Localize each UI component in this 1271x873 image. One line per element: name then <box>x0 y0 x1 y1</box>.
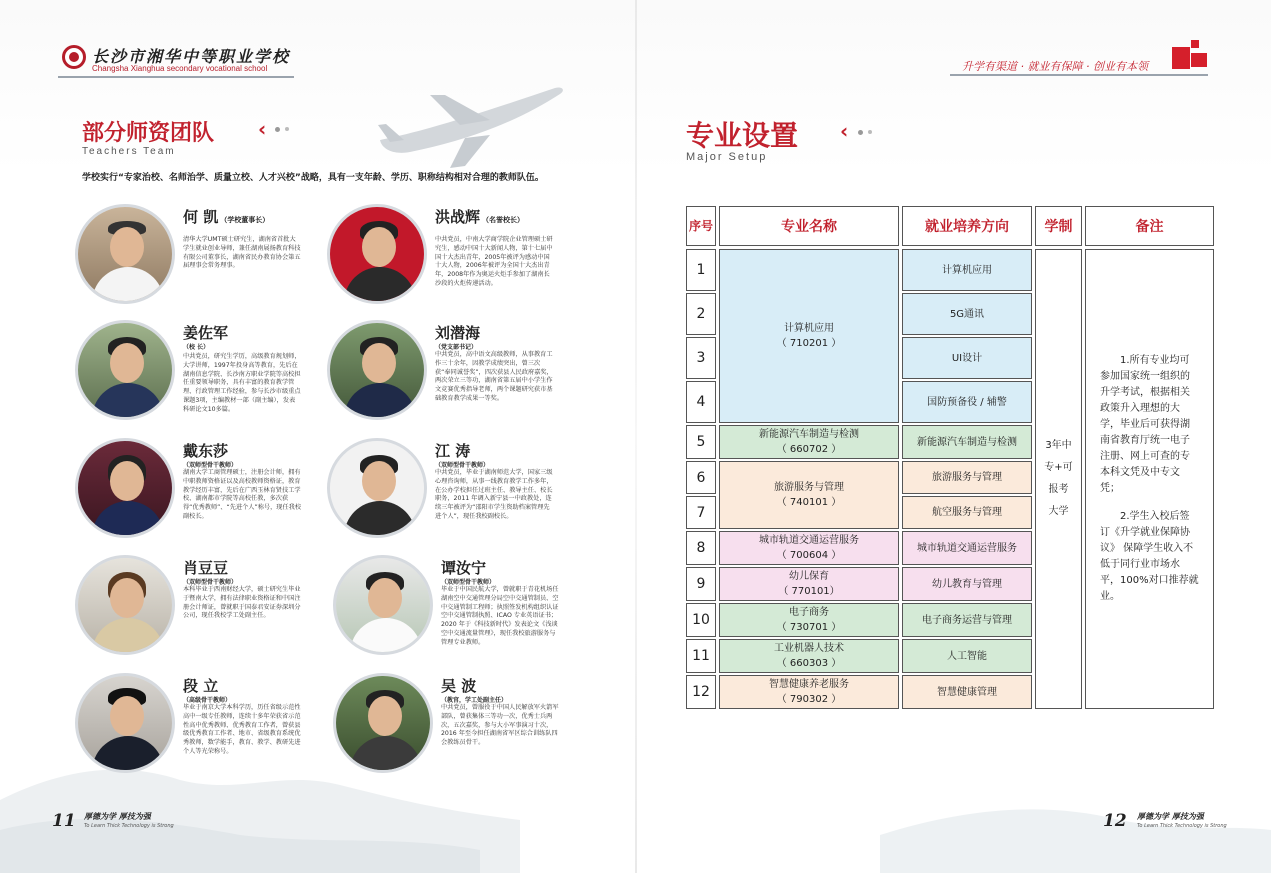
direction-cell: 5G通讯 <box>902 293 1032 335</box>
teacher-role: （双师型骨干教师） <box>435 462 490 469</box>
row-number: 3 <box>686 337 716 379</box>
school-name-en: Changsha Xianghua secondary vocational school <box>92 64 268 73</box>
teacher-card <box>75 438 335 548</box>
system-cell: 3年中专+可报考大学 <box>1035 249 1082 709</box>
teacher-role: （双师型骨干教师） <box>183 462 238 469</box>
chevron-left-icon: ‹ <box>840 119 849 143</box>
header-rule-left <box>58 76 294 78</box>
major-cell: 智慧健康养老服务 （ 790302 ） <box>719 675 899 709</box>
teacher-photo <box>327 320 427 420</box>
row-number: 12 <box>686 675 716 709</box>
teacher-description: 清华大学UMT硕士研究生，湖南省首批大学生就业创业导师，兼任湖南展扬教育科技有限公司董事长，湖南省民办教育协会第五届理事会常务理事。 <box>183 236 301 270</box>
teacher-photo <box>327 204 427 304</box>
airplane-icon <box>370 80 570 170</box>
corner-decoration <box>1191 40 1199 48</box>
teacher-role: （党支部书记） <box>435 344 478 351</box>
dot-icon <box>275 127 280 132</box>
teacher-card <box>327 204 587 314</box>
teacher-photo <box>333 555 433 655</box>
direction-cell: 旅游服务与管理 <box>902 461 1032 494</box>
teacher-card <box>75 204 335 314</box>
school-logo-icon <box>62 45 86 69</box>
header-notes: 备注 <box>1085 206 1214 246</box>
row-number: 8 <box>686 531 716 565</box>
direction-cell: 国防预备役 / 辅警 <box>902 381 1032 423</box>
major-cell: 计算机应用 （ 710201 ） <box>719 249 899 423</box>
teacher-card <box>75 320 335 430</box>
teacher-name: 谭汝宁 <box>441 559 487 577</box>
direction-cell: 新能源汽车制造与检测 <box>902 425 1032 459</box>
footer-motto: 厚德为学 厚技为强 <box>84 812 151 821</box>
teacher-card <box>327 320 587 430</box>
major-cell: 新能源汽车制造与检测 （ 660702 ） <box>719 425 899 459</box>
teacher-description: 中共党员，曾服役于中国人民解放军火箭军部队，曾获集体三等功一次，优秀士兵两次，五次嘉奖，参与大小军事演习十次，2016 年至今担任湖南省军区综合训练队四会教练员骨干。 <box>441 704 559 747</box>
teacher-name: 何 凯 （学校董事长） <box>183 208 270 226</box>
teacher-photo <box>327 438 427 538</box>
teacher-description: 中共党员，中南大学商学院企业管理硕士研究生，感动中国十大新闻人物，第十七届中国十大杰出青年，2005年被评为感动中国十大人物，2006年被评为全国十大杰出青年，2008年作为奥运火炬手参加了湖南长沙段的火炬传递活动。 <box>435 236 553 287</box>
majors-table <box>686 206 1214 710</box>
teacher-description: 中共党员，研究生学历，高级教育规划师，大学讲师，1997年投身高等教育，先后在湖南信息学院、长沙南方职业学院等高校担任重要领导职务，具有丰富的教育教学管理、行政管理工作经验，参与长沙市级重点课题3项，主编教材一部（副主编），发表科研论文10多篇。 <box>183 353 301 413</box>
teacher-description: 本科毕业于西南财经大学，硕士研究生毕业于暨南大学，拥有法律职业资格证和中国注册会计师证，曾就职于国泰君安证券深圳分公司，现任我校学工处副主任。 <box>183 586 301 620</box>
major-cell: 旅游服务与管理 （ 740101 ） <box>719 461 899 529</box>
footer-motto: 厚德为学 厚技为强 <box>1137 812 1204 821</box>
teacher-photo <box>333 673 433 773</box>
row-number: 1 <box>686 249 716 291</box>
teacher-photo <box>75 673 175 773</box>
notes-cell <box>1085 249 1214 709</box>
teacher-role: （双师型骨干教师） <box>441 579 496 586</box>
major-cell: 工业机器人技术 （ 660303 ） <box>719 639 899 673</box>
header-slogan: 升学有渠道 · 就业有保障 · 创业有本领 <box>962 60 1148 73</box>
teacher-role: （双师型骨干教师） <box>183 579 238 586</box>
footer-motto-en: To Learn Thick Technology is Strong <box>84 823 174 829</box>
row-number: 7 <box>686 496 716 529</box>
teacher-description: 毕业于南京大学本科学历，历任省级示范性高中一级专任教师，连续十多年荣获省示范性高中优秀教师、优秀教育工作者，曾获县级优秀教育工作者、地市、省级教育系统优秀教师，数学能手，教育、教学、教研先进个人等光荣称号。 <box>183 704 301 755</box>
majors-title: 专业设置 <box>686 119 799 152</box>
major-cell: 城市轨道交通运营服务 （ 700604 ） <box>719 531 899 565</box>
chevron-left-icon: ‹ <box>258 117 267 141</box>
teacher-name: 洪战辉 （名誉校长） <box>435 208 525 226</box>
direction-cell: 航空服务与管理 <box>902 496 1032 529</box>
teacher-description: 毕业于中国民航大学，曾就职于青花机场任湖南空中交通管理分局空中交通管制员、空中交通管制工程师；执照签发机构组织认证空中交通管制执照、ICAO 专业英语证书；2020 年于《科技新时代》发表论文《浅谈空中交通流量管理》，现任我校旅游服务与管理专业教师。 <box>441 586 559 646</box>
direction-cell: 幼儿教育与管理 <box>902 567 1032 601</box>
teacher-description: 中共党员，高中语文高级教师，从事教育工作三十余年，因教学成绩突出，曾三次获“奉同诚誉奖”，四次获县人民政府嘉奖，两次荣立三等功，湖南省第五届中小学生作文竞赛优秀指导老师，两个课题研究获市基础教育教学成果一等奖。 <box>435 351 553 402</box>
row-number: 5 <box>686 425 716 459</box>
teachers-title: 部分师资团队 <box>82 120 215 146</box>
direction-cell: 计算机应用 <box>902 249 1032 291</box>
teacher-card <box>75 673 335 783</box>
teacher-name: 肖豆豆 <box>183 559 229 577</box>
page-number-right: 12 <box>1103 811 1127 831</box>
teacher-role: （教官，学工处副主任） <box>441 697 508 704</box>
dot-icon <box>858 130 863 135</box>
teachers-subtitle: Teachers Team <box>82 146 176 157</box>
direction-cell: 电子商务运营与管理 <box>902 603 1032 637</box>
corner-decoration <box>1191 53 1207 67</box>
direction-cell: UI设计 <box>902 337 1032 379</box>
teacher-name: 戴东莎 <box>183 442 229 460</box>
teacher-role: （高级骨干教师） <box>183 697 232 704</box>
teacher-card <box>333 555 593 665</box>
major-cell: 电子商务 （ 730701 ） <box>719 603 899 637</box>
row-number: 10 <box>686 603 716 637</box>
teacher-description: 中共党员，毕业于湖南师范大学，国家三级心理咨询师，从事一线教育教学工作多年，在公办学校担任过班主任、教导主任、校长职务，2011 年调入新宁县一中政教处，连续三年被评为“邵阳市学生资助档案管理先进个人”，现任我校副校长。 <box>435 469 553 520</box>
teacher-description: 湖南大学工商管理硕士，注册会计师，拥有中职教师资格证以及高校教师资格证，教育教学经历丰富，先后在广西玉林育贤技工学校、湖南都市学院等高校任教，多次获得“优秀教师”、“先进个人”称号，现任我校副校长。 <box>183 469 302 520</box>
header-major: 专业名称 <box>719 206 899 246</box>
footer-motto-en: To Learn Thick Technology is Strong <box>1137 823 1227 829</box>
teacher-name: 吴 波 <box>441 677 477 695</box>
row-number: 2 <box>686 293 716 335</box>
header-system: 学制 <box>1035 206 1082 246</box>
teacher-name: 刘潜海 <box>435 324 481 342</box>
teacher-name: 姜佐军 <box>183 324 229 342</box>
teachers-intro: 学校实行“专家治校、名师治学、质量立校、人才兴校”战略，具有一支年龄、学历、职称结构相对合理的教师队伍。 <box>82 173 544 183</box>
direction-cell: 城市轨道交通运营服务 <box>902 531 1032 565</box>
direction-cell: 人工智能 <box>902 639 1032 673</box>
row-number: 4 <box>686 381 716 423</box>
header-no: 序号 <box>686 206 716 246</box>
notes-paragraph: 1.所有专业均可参加国家统一组织的升学考试，根据相关政策升入理想的大学，毕业后可获得湖南省教育厅统一电子注册、网上可查的专本科文凭及中专文凭； <box>1100 355 1190 494</box>
teacher-photo <box>75 204 175 304</box>
teacher-photo <box>75 555 175 655</box>
dot-icon <box>285 127 289 131</box>
row-number: 9 <box>686 567 716 601</box>
row-number: 6 <box>686 461 716 494</box>
teacher-name: 江 涛 <box>435 442 471 460</box>
teacher-photo <box>75 320 175 420</box>
teacher-name: 段 立 <box>183 677 219 695</box>
teacher-card <box>75 555 335 665</box>
header-rule-right <box>950 74 1208 76</box>
teacher-card <box>333 673 593 783</box>
school-name-cn: 长沙市湘华中等职业学校 <box>92 47 291 66</box>
notes-paragraph: 2.学生入校后签订《升学就业保障协议》 保障学生收入不低于同行业市场水平，100%对口推荐就业。 <box>1100 511 1199 602</box>
teacher-card <box>327 438 587 548</box>
row-number: 11 <box>686 639 716 673</box>
major-cell: 幼儿保育 （ 770101） <box>719 567 899 601</box>
page-number-left: 11 <box>52 811 76 831</box>
corner-decoration <box>1172 47 1190 69</box>
teacher-photo <box>75 438 175 538</box>
dot-icon <box>868 130 872 134</box>
direction-cell: 智慧健康管理 <box>902 675 1032 709</box>
majors-subtitle: Major Setup <box>686 151 768 163</box>
teacher-role: （校 长） <box>183 344 210 351</box>
header-direction: 就业培养方向 <box>902 206 1032 246</box>
